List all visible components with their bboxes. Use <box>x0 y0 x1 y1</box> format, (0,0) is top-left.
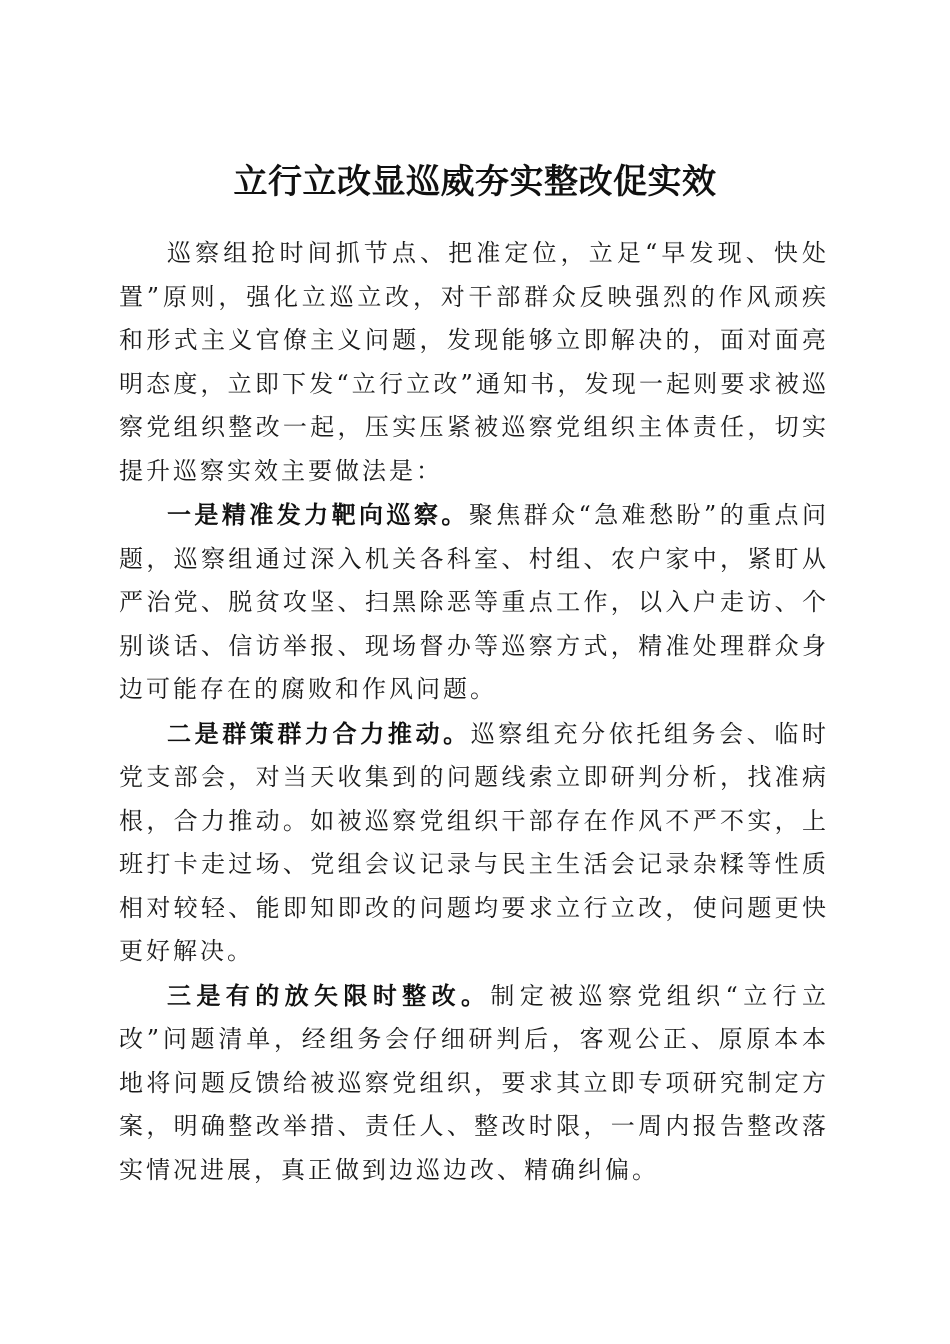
section-lead-1: 一是精准发力靶向巡察。 <box>167 500 469 529</box>
intro-paragraph: 巡察组抢时间抓节点、把准定位，立足“早发现、快处置”原则，强化立巡立改，对干部群众反映强烈的作风顽疾和形式主义官僚主义问题，发现能够立即解决的，面对面亮明态度，立即下发“立行立改”通知书，发现一起则要求被巡察党组织整改一起，压实压紧被巡察党组织主体责任，切实提升巡察实效主要做法是： <box>119 239 829 485</box>
section-text-2: 巡察组充分依托组务会、临时党支部会，对当天收集到的问题线索立即研判分析，找准病根，合力推动。如被巡察党组织干部存在作风不严不实，上班打卡走过场、党组会议记录与民主生活会记录杂糅等性质相对较轻、能即知即改的问题均要求立行立改，使问题更快更好解决。 <box>119 719 830 965</box>
document-body <box>119 232 829 1192</box>
document-title: 立行立改显巡威夯实整改促实效 <box>233 161 717 202</box>
section-paragraph-3 <box>119 974 829 1193</box>
section-text-1: 聚焦群众“急难愁盼”的重点问题，巡察组通过深入机关各科室、村组、农户家中，紧盯从严治党、脱贫攻坚、扫黑除恶等重点工作，以入户走访、个别谈话、信访举报、现场督办等巡察方式，精准处理群众身边可能存在的腐败和作风问题。 <box>119 501 829 703</box>
section-lead-3: 三是有的放矢限时整改。 <box>167 980 491 1010</box>
section-paragraph-1 <box>119 493 829 712</box>
section-lead-2: 二是群策群力合力推动。 <box>167 718 471 748</box>
section-text-3: 制定被巡察党组织“立行立改”问题清单，经组务会仔细研判后，客观公正、原原本本地将问题反馈给被巡察党组织，要求其立即专项研究制定方案，明确整改举措、责任人、整改时限，一周内报告整改落实情况进展，真正做到边巡边改、精确纠偏。 <box>119 981 829 1184</box>
section-paragraph-2 <box>119 712 829 974</box>
